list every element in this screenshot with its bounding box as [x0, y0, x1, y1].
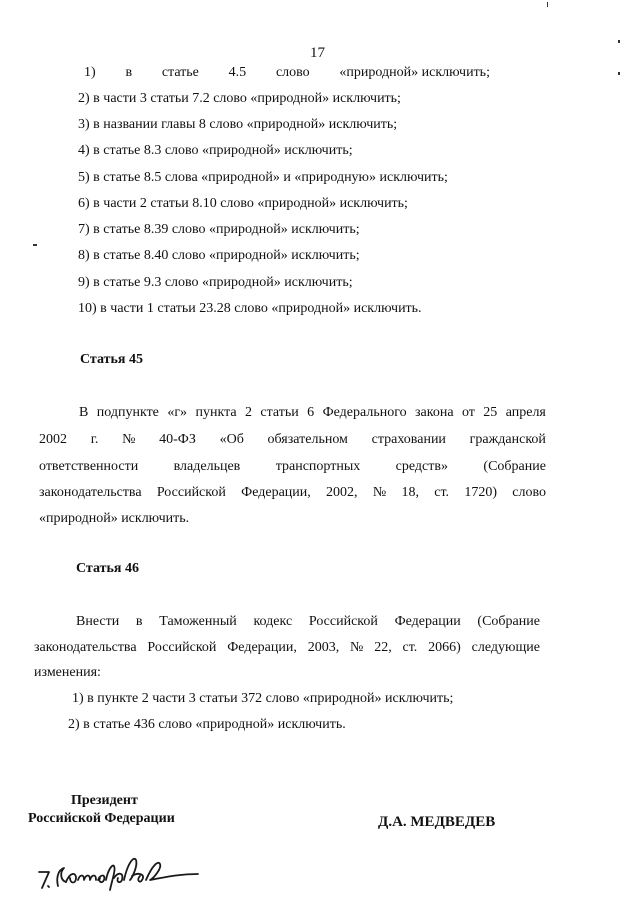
- word: закона: [415, 405, 454, 420]
- word: следующие: [471, 640, 540, 655]
- scan-speck: [618, 72, 620, 75]
- list-item: 1) в пункте 2 части 3 статьи 372 слово «природной» исключить;: [72, 691, 454, 706]
- word: пункта: [195, 405, 237, 420]
- paragraph-line: [39, 458, 546, 476]
- word: от: [461, 405, 475, 420]
- signatory-title-line2: Российской Федерации: [28, 811, 175, 826]
- list-item-1: [84, 64, 490, 82]
- word: средств»: [395, 459, 448, 474]
- paragraph-line: изменения:: [34, 665, 101, 680]
- list-word: слово: [275, 65, 310, 80]
- paragraph-line: [76, 613, 540, 631]
- word: Федерации,: [241, 485, 311, 500]
- word: 2: [244, 405, 252, 420]
- word: Российской: [308, 614, 378, 629]
- paragraph-line: [79, 404, 546, 422]
- word: (Собрание: [483, 459, 546, 474]
- word: ст.: [434, 485, 450, 500]
- word: 40-ФЗ: [159, 432, 196, 447]
- word: 2066): [428, 640, 461, 655]
- list-item-7: 7) в статье 8.39 слово «природной» исключить;: [78, 222, 360, 237]
- list-item-8: 8) в статье 8.40 слово «природной» исключить;: [78, 248, 360, 263]
- signatory-name: Д.А. МЕДВЕДЕВ: [378, 814, 496, 830]
- list-item-5: 5) в статье 8.5 слова «природной» и «природную» исключить;: [78, 170, 448, 185]
- signatory-title-line1: Президент: [71, 793, 138, 808]
- word: Федерального: [322, 405, 407, 420]
- list-item: 2) в статье 436 слово «природной» исключить.: [68, 717, 346, 732]
- word: обязательном: [267, 432, 348, 447]
- word: ответственности: [39, 459, 139, 474]
- word: владельцев: [173, 459, 241, 474]
- word: 18,: [401, 485, 419, 500]
- word: Российской: [156, 485, 226, 500]
- word: Таможенный: [159, 614, 237, 629]
- word: ст.: [402, 640, 418, 655]
- scan-speck: [618, 40, 620, 43]
- word: страховании: [371, 432, 446, 447]
- paragraph-line: «природной» исключить.: [39, 511, 190, 526]
- word: №: [350, 640, 364, 655]
- list-word: в: [125, 65, 133, 80]
- word: г.: [90, 432, 99, 447]
- word: Федерации,: [227, 640, 297, 655]
- paragraph-line: [39, 484, 546, 502]
- word: гражданской: [469, 432, 546, 447]
- word: №: [122, 432, 136, 447]
- word: в: [135, 614, 143, 629]
- list-item-3: 3) в названии главы 8 слово «природной» исключить;: [78, 117, 398, 132]
- list-word: статье: [161, 65, 199, 80]
- list-item-9: 9) в статье 9.3 слово «природной» исключить;: [78, 275, 353, 290]
- word: (Собрание: [477, 614, 540, 629]
- word: «Об: [219, 432, 244, 447]
- scan-speck: [547, 2, 548, 7]
- word: Российской: [147, 640, 217, 655]
- word: апреля: [505, 405, 546, 420]
- word: №: [372, 485, 387, 500]
- word: 1720): [464, 485, 497, 500]
- word: Внести: [76, 614, 120, 629]
- word: 2002: [39, 432, 67, 447]
- list-item-6: 6) в части 2 статьи 8.10 слово «природной» исключить;: [78, 196, 408, 211]
- word: 2003,: [307, 640, 340, 655]
- word: «г»: [167, 405, 188, 420]
- list-word: 4.5: [228, 65, 247, 80]
- word: кодекс: [253, 614, 293, 629]
- list-word: «природной» исключить;: [339, 65, 490, 80]
- paragraph-line: [34, 639, 540, 657]
- word: транспортных: [275, 459, 361, 474]
- word: подпункте: [96, 405, 159, 420]
- word: законодательства: [34, 640, 137, 655]
- page-number: 17: [310, 45, 325, 61]
- word: 6: [307, 405, 315, 420]
- article-46-heading: Статья 46: [76, 561, 139, 576]
- scan-speck: [33, 244, 37, 246]
- word: слово: [512, 485, 546, 500]
- list-item-10: 10) в части 1 статьи 23.28 слово «природной» исключить.: [78, 301, 422, 316]
- word: 2002,: [326, 485, 358, 500]
- word: статьи: [260, 405, 299, 420]
- word: 25: [483, 405, 498, 420]
- list-item-number: 1): [84, 65, 96, 80]
- list-item-2: 2) в части 3 статьи 7.2 слово «природной» исключить;: [78, 91, 401, 106]
- article-45-heading: Статья 45: [80, 352, 143, 367]
- word: законодательства: [39, 485, 142, 500]
- handwritten-signature: [36, 850, 206, 896]
- paragraph-line: [39, 431, 546, 449]
- word: Федерации: [394, 614, 461, 629]
- word: 22,: [374, 640, 392, 655]
- list-item-4: 4) в статье 8.3 слово «природной» исключить;: [78, 143, 353, 158]
- word: В: [79, 405, 89, 420]
